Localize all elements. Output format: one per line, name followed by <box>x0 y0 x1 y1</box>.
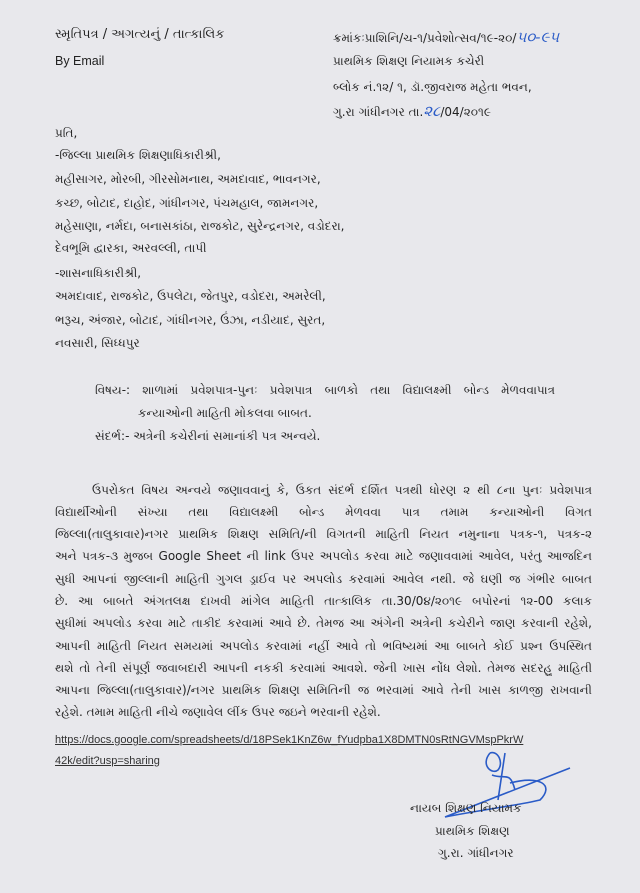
signatory-place: ગુ.રા. ગાંધીનગર <box>438 846 514 860</box>
handwritten-date: ૨૮ <box>423 102 441 120</box>
reference-number-text: ક્રમાંકઃપ્રાશિનિ/ચ-૧/પ્રવેશોત્સવ/૧૯-૨૦/ <box>333 31 517 45</box>
body-line: વિદ્યાર્થીઓની સંખ્યા તથા વિદ્યાલક્ષ્મી બોન્ડ મેળવવા પાત્ર તમામ કન્યાઓની વિગત <box>55 505 592 519</box>
signatory-designation: નાયબ શિક્ષણ નિયામક <box>410 801 522 815</box>
body-line: થશે તો તેની સંપૂર્ણ જવાબદારી આપની નકકી કરવામાં આવશે. જેની ખાસ નોંધ લેશો. તેમજ સદરહુ માહિતી <box>55 661 592 675</box>
recipient-list-line: મહેસાણા, નર્મદા, બનાસકાંઠા, રાજકોટ, સુરેન્દ્રનગર, વડોદરા, <box>55 219 345 233</box>
body-line: જિલ્લા(તાલુકાવાર)નગર પ્રાથમિક શિક્ષણ સમિતિ/ની વિગતની માહિતી નિયત નમુનાના પત્રક-૧, પત્રક-૨ <box>55 527 592 541</box>
recipient-list-line: કચ્છ, બોટાદ, દાહોદ, ગાંધીનગર, પંચમહાલ, જામનગર, <box>55 196 319 210</box>
salutation: પ્રતિ, <box>55 126 78 140</box>
body-line: આપની માહિતી નિયત સમયમાં અપલોડ કરવામાં નહીં આવે તો ભવિષ્યમાં આ બાબતે કોઈ પ્રશ્ન ઉપસ્થિત <box>55 639 592 653</box>
date-prefix: ગુ.રા ગાંધીનગર તા. <box>333 105 424 119</box>
body-line: ઉપરોકત વિષય અન્વયે જણાવવાનું કે, ઉકત સંદર્ભ દર્શિત પત્રથી ધોરણ ૨ થી ૮ના પુનઃ પ્રવેશપાત્ર <box>92 483 592 497</box>
google-sheet-link[interactable]: https://docs.google.com/spreadsheets/d/18PSek1KnZ6w_fYudpba1X8DMTN0sRtNGVMspPkrW <box>55 734 524 746</box>
office-name: પ્રાથમિક શિક્ષણ નિયામક કચેરી <box>333 54 485 68</box>
body-line: આપના જિલ્લા(તાલુકાવાર)/નગર પ્રાથમિક શિક્ષણ સમિતિની જ ભરવામાં આવે તેની ખાસ કાળજી રાખવાની <box>55 683 592 697</box>
reference-number <box>333 29 559 46</box>
recipient-list-line: ભરૂચ, અંજાર, બોટાદ, ગાંધીનગર, ઉંઝા, નડીયાદ, સુરત, <box>55 313 326 327</box>
recipient-list-line: અમદાવાદ, રાજકોટ, ઉપલેટા, જેતપુર, વડોદરા, અમરેલી, <box>55 289 326 303</box>
recipient-group-title: -જિલ્લા પ્રાથમિક શિક્ષણાધિકારીશ્રી, <box>55 148 221 162</box>
subject-line: કન્યાઓની માહિતી મોકલવા બાબત. <box>138 406 312 420</box>
office-address: બ્લોક નં.૧૨/ ૧, ડૉ.જીવરાજ મહેતા ભવન, <box>333 80 532 94</box>
date-suffix: /04/૨૦૧૯ <box>440 105 491 119</box>
body-line: છે. આ બાબતે અંગતલક્ષ દાખવી માંગેલ માહિતી તાત્કાલિક તા.30/0૪/૨૦૧૯ બપોરનાં ૧૨-00 કલાક <box>55 594 592 608</box>
recipient-list-line: મહીસાગર, મોરબી, ગીરસોમનાથ, અમદાવાદ, ભાવનગર, <box>55 172 321 186</box>
signatory-department: પ્રાથમિક શિક્ષણ <box>435 824 510 838</box>
body-line: સુધી આપનાં જીલ્લાની માહિતી ગુગલ ડ્રાઈવ પર અપલોડ કરવામાં આવેલ નથી. જે ઘણી જ ગંભીર બાબત <box>55 572 592 586</box>
recipient-list-line: દેવભૂમિ દ્વારકા, અરવલ્લી, તાપી <box>55 241 207 255</box>
subject-line: વિષય-: શાળામાં પ્રવેશપાત્ર-પુનઃ પ્રવેશપાત્ર બાળકો તથા વિદ્યાલક્ષ્મી બોન્ડ મેળવવાપાત્ર <box>95 383 555 397</box>
body-line: અને પત્રક-૩ મુજબ Google Sheet ની link ઉપર અપલોડ કરવા માટે જણાવવામાં આવેલ, પરંતુ આજદિન <box>55 549 592 563</box>
body-line: રહેશે. તમામ માહિતી નીચે જણાવેલ લીંક ઉપર જઇને ભરવાની રહેશે. <box>55 705 381 719</box>
google-sheet-link-continued[interactable]: 42k/edit?usp=sharing <box>55 755 160 767</box>
by-email-label: By Email <box>55 54 105 68</box>
letter-date <box>333 103 491 120</box>
recipient-group-title: -શાસનાધિકારીશ્રી, <box>55 266 142 280</box>
body-line: સુધીમાં અપલોડ કરવા માટે તાકીદ કરવામાં આવે છે. તેમજ આ અંગેની અત્રેની કચેરીને જાણ કરવાની રહેશે, <box>55 616 592 630</box>
handwritten-reference: ૫૦-૯૫ <box>516 28 560 46</box>
reference-line: સંદર્ભ:- અત્રેની કચેરીનાં સમાનાંકી પત્ર અન્વયે. <box>95 429 321 443</box>
recipient-list-line: નવસારી, સિધ્ધપુર <box>55 336 140 350</box>
document-priority-label: સ્મૃતિપત્ર / અગત્યનું / તાત્કાલિક <box>55 27 225 42</box>
signature <box>380 745 600 830</box>
